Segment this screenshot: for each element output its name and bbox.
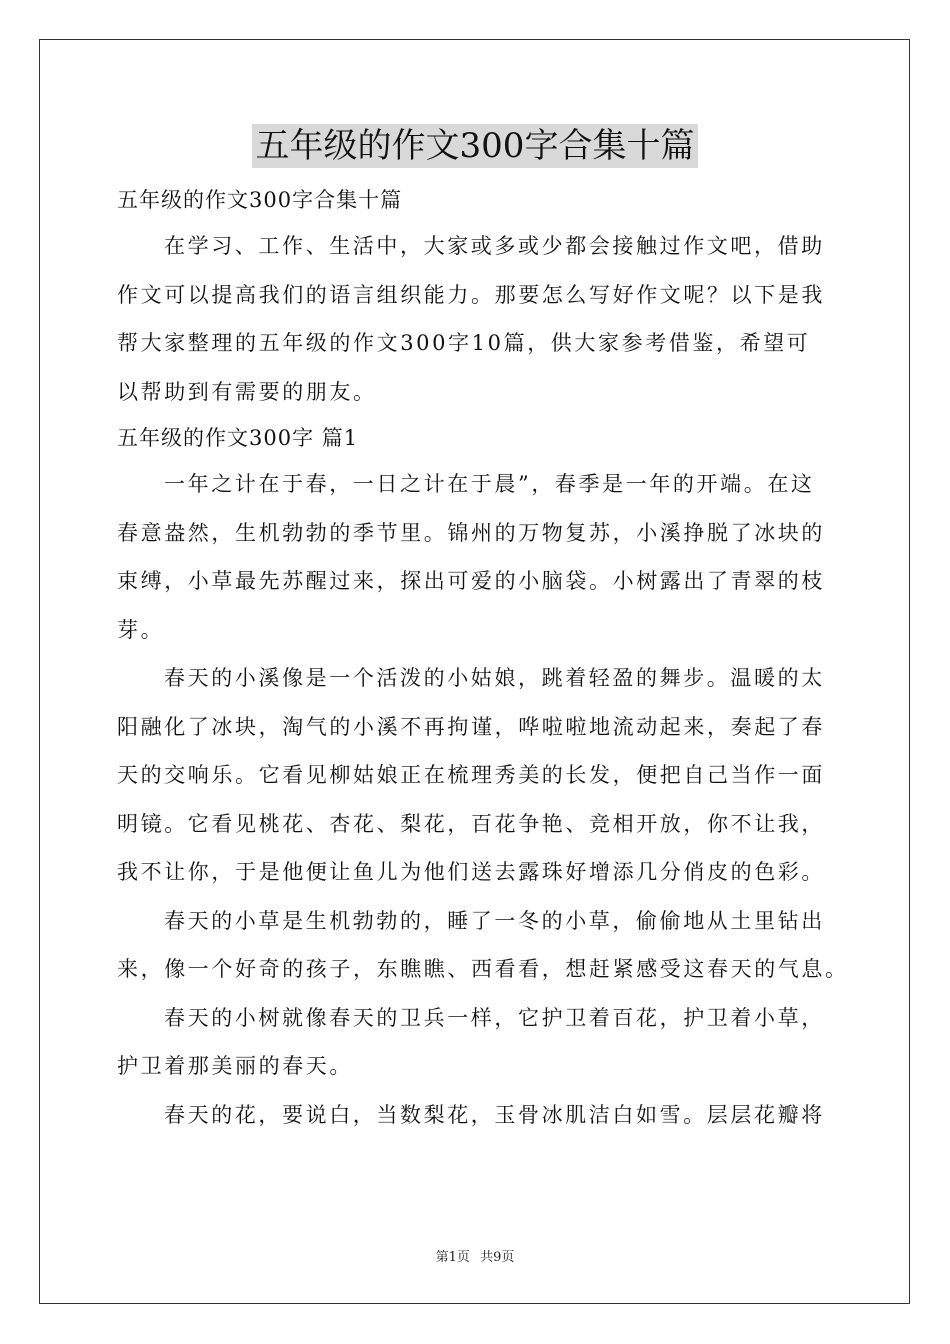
text-line: 春天的花，要说白，当数梨花，玉骨冰肌洁白如雪。层层花瓣将 xyxy=(164,1102,825,1127)
text-line: 春天的小树就像春天的卫兵一样，它护卫着百花，护卫着小草， xyxy=(164,1005,825,1030)
page-number: 第1页 xyxy=(435,1250,470,1265)
text-line: 芽。 xyxy=(117,617,165,642)
text-line: 在学习、工作、生活中，大家或多或少都会接触过作文吧，借助 xyxy=(164,234,825,258)
text-line: 作文可以提高我们的语言组织能力。那要怎么写好作文呢？以下是我 xyxy=(117,282,825,307)
section-heading: 五年级的作文300字合集十篇 xyxy=(117,188,403,212)
text-line: 阳融化了冰块，淘气的小溪不再拘谨，哗啦啦地流动起来，奏起了春 xyxy=(117,714,825,739)
text-line: 春天的小溪像是一个活泼的小姑娘，跳着轻盈的舞步。温暖的太 xyxy=(164,666,825,690)
text-line: 天的交响乐。它看见柳姑娘正在梳理秀美的长发，便把自己当作一面 xyxy=(117,763,825,787)
text-line: 束缚，小草最先苏醒过来，探出可爱的小脑袋。小树露出了青翠的枝 xyxy=(117,569,825,593)
text-line: 以帮助到有需要的朋友。 xyxy=(117,379,377,404)
text-line: 一年之计在于春，一日之计在于晨”，春季是一年的开端。在这 xyxy=(164,472,815,496)
page-total: 共9页 xyxy=(480,1250,515,1265)
page-footer xyxy=(0,1246,950,1265)
document-body xyxy=(117,178,849,1139)
text-line: 春天的小草是生机勃勃的，睡了一冬的小草，偷偷地从土里钻出 xyxy=(164,908,825,933)
text-line: 春意盎然，生机勃勃的季节里。锦州的万物复苏，小溪挣脱了冰块的 xyxy=(117,520,825,545)
title-area xyxy=(0,124,950,168)
text-line: 我不让你，于是他便让鱼儿为他们送去露珠好增添几分俏皮的色彩。 xyxy=(117,860,825,884)
text-line: 明镜。它看见桃花、杏花、梨花，百花争艳、竞相开放，你不让我， xyxy=(117,811,825,836)
document-title: 五年级的作文300字合集十篇 xyxy=(252,124,699,168)
text-line: 帮大家整理的五年级的作文300字10篇，供大家参考借鉴，希望可 xyxy=(117,331,811,355)
text-line: 来，像一个好奇的孩子，东瞧瞧、西看看，想赶紧感受这春天的气息。 xyxy=(117,957,849,981)
text-line: 护卫着那美丽的春天。 xyxy=(117,1054,353,1078)
section-heading: 五年级的作文300字 篇1 xyxy=(117,426,359,450)
